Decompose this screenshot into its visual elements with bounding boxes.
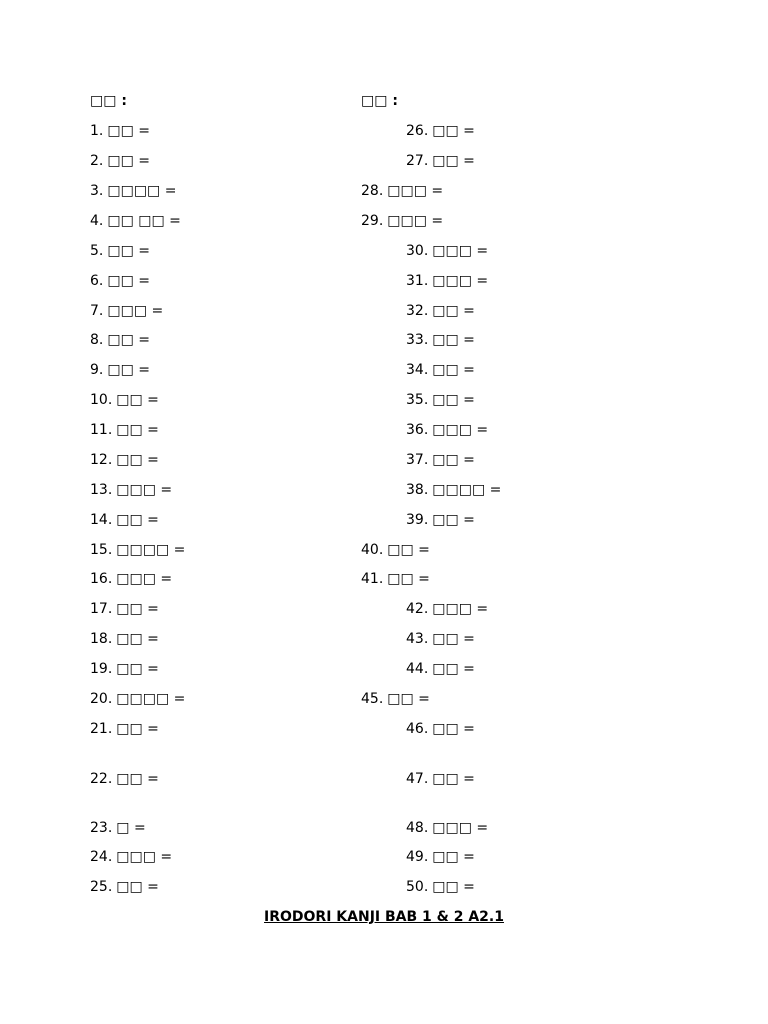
item-text: □□ =: [432, 452, 475, 468]
item-text: □□ =: [432, 771, 475, 787]
list-item: [406, 451, 475, 469]
item-text: □□ =: [432, 123, 475, 139]
item-text: □□□□ =: [432, 482, 502, 498]
item-text: □□□ =: [432, 820, 489, 836]
item-number: 45.: [361, 691, 384, 707]
item-text: □□ =: [116, 879, 159, 895]
list-item: [90, 302, 163, 320]
list-item: [406, 302, 475, 320]
item-text: □□ =: [116, 771, 159, 787]
item-text: □□ =: [432, 721, 475, 737]
item-text: □□ =: [107, 153, 150, 169]
list-item: [90, 421, 159, 439]
item-number: 33.: [406, 332, 429, 348]
list-item: [90, 242, 150, 260]
list-item: [90, 720, 159, 738]
list-item: [406, 660, 475, 678]
item-number: 27.: [406, 153, 429, 169]
item-text: □□□ =: [432, 601, 489, 617]
list-item: [90, 122, 150, 140]
list-item: [361, 570, 430, 588]
item-text: □□ □□ =: [107, 213, 181, 229]
list-item: [90, 690, 185, 708]
item-number: 24.: [90, 849, 113, 865]
list-item: [361, 690, 430, 708]
list-item: [406, 361, 475, 379]
list-item: [90, 361, 150, 379]
list-item: [90, 878, 159, 896]
footer-title: IRODORI KANJI BAB 1 & 2 A2.1: [264, 909, 504, 925]
item-text: □□ =: [116, 631, 159, 647]
item-number: 9.: [90, 362, 104, 378]
item-number: 1.: [90, 123, 104, 139]
list-item: [406, 391, 475, 409]
list-item: [406, 331, 475, 349]
item-text: □□□ =: [432, 422, 489, 438]
item-number: 29.: [361, 213, 384, 229]
item-number: 38.: [406, 482, 429, 498]
item-number: 2.: [90, 153, 104, 169]
list-item: [406, 770, 475, 788]
item-number: 5.: [90, 243, 104, 259]
item-text: □□ =: [387, 542, 430, 558]
item-number: 34.: [406, 362, 429, 378]
item-number: 44.: [406, 661, 429, 677]
item-number: 19.: [90, 661, 113, 677]
list-item: [406, 511, 475, 529]
item-text: □□ =: [116, 601, 159, 617]
item-text: □□ =: [107, 332, 150, 348]
item-text: □□ =: [116, 392, 159, 408]
item-text: □□ =: [432, 362, 475, 378]
right-column-header: □□ :: [361, 93, 398, 109]
item-number: 35.: [406, 392, 429, 408]
item-number: 21.: [90, 721, 113, 737]
list-item: [90, 481, 172, 499]
item-text: □□ =: [116, 422, 159, 438]
item-number: 32.: [406, 303, 429, 319]
list-item: [406, 630, 475, 648]
item-number: 12.: [90, 452, 113, 468]
list-item: [90, 819, 146, 837]
item-number: 28.: [361, 183, 384, 199]
list-item: [406, 848, 475, 866]
item-number: 15.: [90, 542, 113, 558]
item-text: □□□ =: [116, 571, 173, 587]
item-number: 31.: [406, 273, 429, 289]
item-number: 30.: [406, 243, 429, 259]
item-text: □□□□ =: [107, 183, 177, 199]
item-number: 43.: [406, 631, 429, 647]
item-text: □□ =: [116, 721, 159, 737]
list-item: [406, 272, 488, 290]
list-item: [90, 770, 159, 788]
item-number: 39.: [406, 512, 429, 528]
item-number: 49.: [406, 849, 429, 865]
item-number: 20.: [90, 691, 113, 707]
item-number: 13.: [90, 482, 113, 498]
item-text: □□ =: [432, 153, 475, 169]
item-number: 14.: [90, 512, 113, 528]
item-number: 6.: [90, 273, 104, 289]
list-item: [90, 600, 159, 618]
item-text: □□ =: [432, 879, 475, 895]
item-text: □□ =: [432, 303, 475, 319]
list-item: [90, 660, 159, 678]
item-number: 41.: [361, 571, 384, 587]
item-text: □□□ =: [432, 243, 489, 259]
item-text: □□□ =: [107, 303, 164, 319]
list-item: [406, 242, 488, 260]
item-number: 25.: [90, 879, 113, 895]
item-text: □□□ =: [432, 273, 489, 289]
item-text: □□ =: [107, 243, 150, 259]
item-number: 18.: [90, 631, 113, 647]
list-item: [90, 848, 172, 866]
list-item: [90, 182, 176, 200]
list-item: [90, 331, 150, 349]
item-text: □ =: [116, 820, 146, 836]
item-number: 46.: [406, 721, 429, 737]
list-item: [90, 630, 159, 648]
item-number: 10.: [90, 392, 113, 408]
item-number: 48.: [406, 820, 429, 836]
list-item: [361, 541, 430, 559]
item-number: 8.: [90, 332, 104, 348]
item-number: 23.: [90, 820, 113, 836]
item-number: 22.: [90, 771, 113, 787]
list-item: [406, 152, 475, 170]
item-text: □□□ =: [387, 213, 444, 229]
list-item: [406, 122, 475, 140]
list-item: [406, 481, 501, 499]
list-item: [90, 272, 150, 290]
list-item: [406, 600, 488, 618]
item-text: □□ =: [432, 512, 475, 528]
left-column-header: □□ :: [90, 93, 127, 109]
list-item: [90, 391, 159, 409]
item-number: 11.: [90, 422, 113, 438]
item-number: 7.: [90, 303, 104, 319]
item-number: 37.: [406, 452, 429, 468]
item-text: □□ =: [116, 661, 159, 677]
item-number: 50.: [406, 879, 429, 895]
item-text: □□□ =: [387, 183, 444, 199]
list-item: [406, 819, 488, 837]
list-item: [90, 212, 181, 230]
list-item: [361, 212, 443, 230]
item-number: 17.: [90, 601, 113, 617]
item-text: □□ =: [432, 631, 475, 647]
list-item: [361, 182, 443, 200]
item-text: □□□ =: [116, 482, 173, 498]
item-text: □□ =: [387, 571, 430, 587]
item-text: □□□ =: [116, 849, 173, 865]
item-text: □□ =: [387, 691, 430, 707]
item-number: 40.: [361, 542, 384, 558]
item-text: □□ =: [116, 512, 159, 528]
item-text: □□ =: [432, 332, 475, 348]
item-number: 42.: [406, 601, 429, 617]
list-item: [90, 541, 185, 559]
item-text: □□ =: [107, 362, 150, 378]
item-text: □□□□ =: [116, 542, 186, 558]
list-item: [90, 152, 150, 170]
list-item: [406, 878, 475, 896]
item-text: □□ =: [107, 273, 150, 289]
item-text: □□ =: [432, 392, 475, 408]
item-number: 4.: [90, 213, 104, 229]
item-number: 3.: [90, 183, 104, 199]
list-item: [90, 570, 172, 588]
item-number: 16.: [90, 571, 113, 587]
list-item: [406, 720, 475, 738]
list-item: [406, 421, 488, 439]
item-number: 36.: [406, 422, 429, 438]
item-text: □□ =: [116, 452, 159, 468]
item-text: □□ =: [432, 849, 475, 865]
item-text: □□ =: [107, 123, 150, 139]
item-text: □□ =: [432, 661, 475, 677]
list-item: [90, 451, 159, 469]
item-text: □□□□ =: [116, 691, 186, 707]
item-number: 26.: [406, 123, 429, 139]
list-item: [90, 511, 159, 529]
item-number: 47.: [406, 771, 429, 787]
